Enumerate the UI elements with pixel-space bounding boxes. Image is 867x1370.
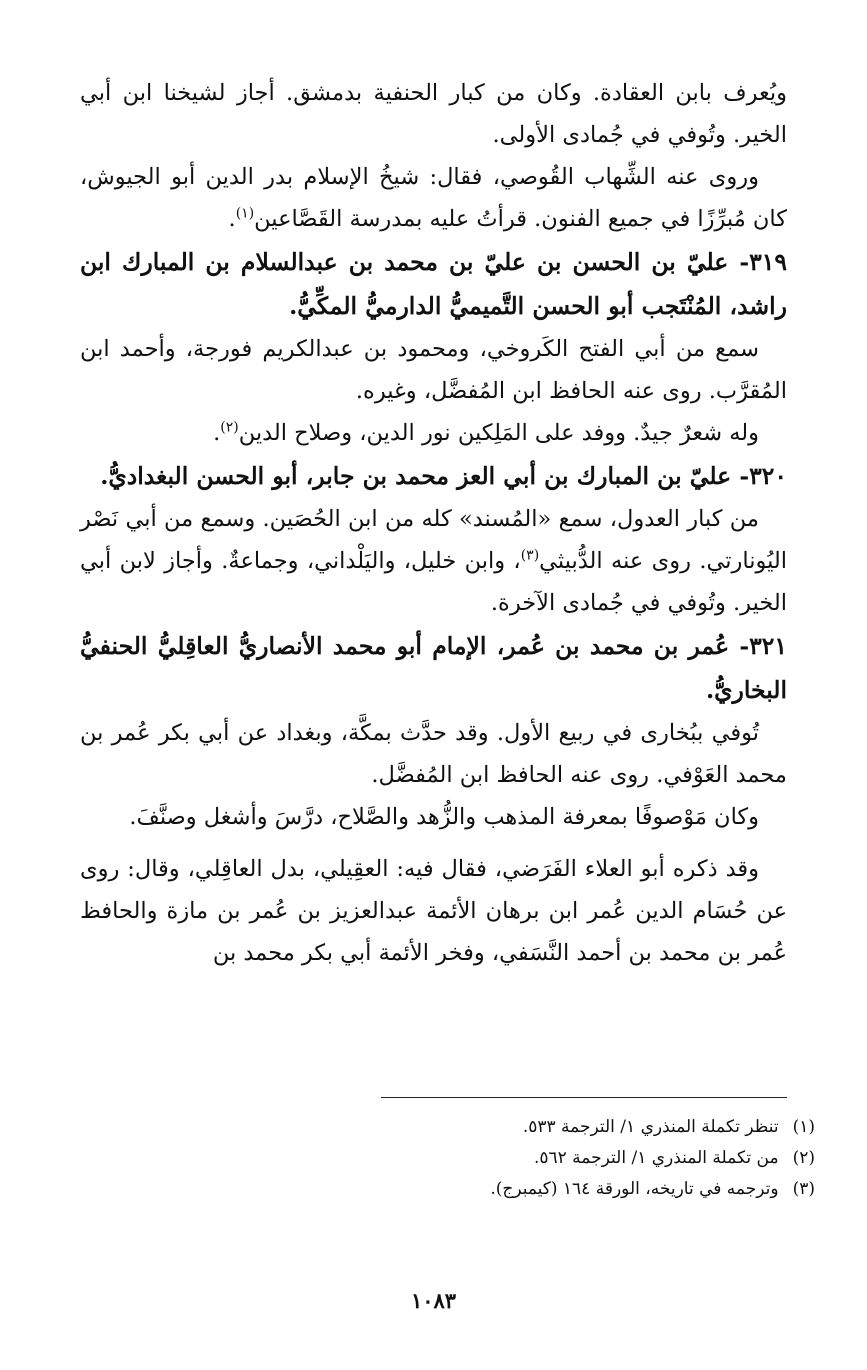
paragraph-1 xyxy=(80,72,787,156)
footnote-2 xyxy=(80,1143,815,1174)
footnote-divider xyxy=(381,1097,787,1098)
footnote-2-number: (٢) xyxy=(792,1148,815,1168)
footnote-1-text: تنظر تكملة المنذري ١/ الترجمة ٥٣٣. xyxy=(522,1117,779,1137)
paragraph-5-text-a: من كبار العدول، سمع «المُسند» كله من ابن الحُصَين. وسمع من أبي نَصْر اليُونارتي. روى عنه الدُّبيثي xyxy=(80,506,787,574)
paragraph-5-text-b: ، وابن خليل، واليَلْداني، وجماعةٌ. وأجاز لابن أبي الخير. وتُوفي في جُمادى الآخرة. xyxy=(80,548,787,616)
footnote-3-number: (٣) xyxy=(792,1179,815,1199)
entry-heading-321: ٣٢١- عُمر بن محمد بن عُمر، الإمام أبو محمد الأنصاريُّ العاقِليُّ الحنفيُّ البخاريُّ. xyxy=(80,632,787,704)
paragraph-1-text: ويُعرف بابن العقادة. وكان من كبار الحنفية بدمشق. أجاز لشيخنا ابن أبي الخير. وتُوفي في جُمادى الأولى. xyxy=(80,80,787,148)
paragraph-4-end: . xyxy=(213,420,221,446)
footnote-ref-2[interactable]: (٢) xyxy=(220,419,239,436)
footnotes xyxy=(80,1112,815,1205)
footnote-1 xyxy=(80,1112,815,1143)
entry-heading-319: ٣١٩- عليّ بن الحسن بن عليّ بن محمد بن عبدالسلام بن المبارك ابن راشد، المُنْتَجب أبو الحسن التَّميميُّ الدارميُّ المكِّيُّ. xyxy=(80,248,787,320)
paragraph-2-text: وروى عنه الشِّهاب القُوصي، فقال: شيخُ الإسلام بدر الدين أبو الجيوش، كان مُبرِّزًا في جميع الفنون. قرأتُ عليه بمدرسة القَصَّاعين xyxy=(80,164,787,232)
entry-heading-320: ٣٢٠- عليّ بن المبارك بن أبي العز محمد بن جابر، أبو الحسن البغداديُّ. xyxy=(100,462,787,490)
paragraph-7: وكان مَوْصوفًا بمعرفة المذهب والزُّهد والصَّلاح، درَّسَ وأشغل وصنَّفَ. xyxy=(129,804,759,830)
footnote-ref-1[interactable]: (١) xyxy=(235,205,255,222)
footnote-2-text: من تكملة المنذري ١/ الترجمة ٥٦٢. xyxy=(533,1148,779,1168)
footnote-3 xyxy=(80,1174,815,1205)
paragraph-2: وروى عنه الشِّهاب القُوصي، فقال: شيخُ الإسلام بدر الدين أبو الجيوش، كان مُبرِّزًا في جميع الفنون. قرأتُ عليه بمدرسة القَصَّاعين$^{(١)}$. xyxy=(80,164,787,232)
paragraph-6: تُوفي ببُخارى في ربيع الأول. وقد حدَّث بمكَّة، وبغداد عن أبي بكر عُمر بن محمد العَوْفي. روى عنه الحافظ ابن المُفضَّل. xyxy=(80,720,787,788)
paragraph-4-text: وله شعرٌ جيدٌ. ووفد على المَلِكين نور الدين، وصلاح الدين xyxy=(238,420,759,446)
footnote-1-number: (١) xyxy=(792,1117,815,1137)
footnote-3-text: وترجمه في تاريخه، الورقة ١٦٤ (كيمبرج). xyxy=(490,1179,779,1199)
paragraph-5 xyxy=(80,498,787,624)
page-body xyxy=(80,72,787,974)
paragraph-4 xyxy=(80,412,787,454)
page-number: ١٠٨٣ xyxy=(410,1288,457,1313)
footnote-ref-3[interactable]: (٣) xyxy=(520,547,540,564)
paragraph-3: سمع من أبي الفتح الكَروخي، ومحمود بن عبدالكريم فورجة، وأحمد ابن المُقرَّب. روى عنه الحافظ ابن المُفضَّل، وغيره. xyxy=(80,336,787,404)
paragraph-8: وقد ذكره أبو العلاء الفَرَضي، فقال فيه: العقِيلي، بدل العاقِلي، وقال: روى عن حُسَام الدين عُمر ابن برهان الأئمة عبدالعزيز بن عُمر بن مازة والحافظ عُمر بن محمد بن أحمد النَّسَفي، وفخر الأئمة أبي بكر محمد بن xyxy=(80,856,787,966)
